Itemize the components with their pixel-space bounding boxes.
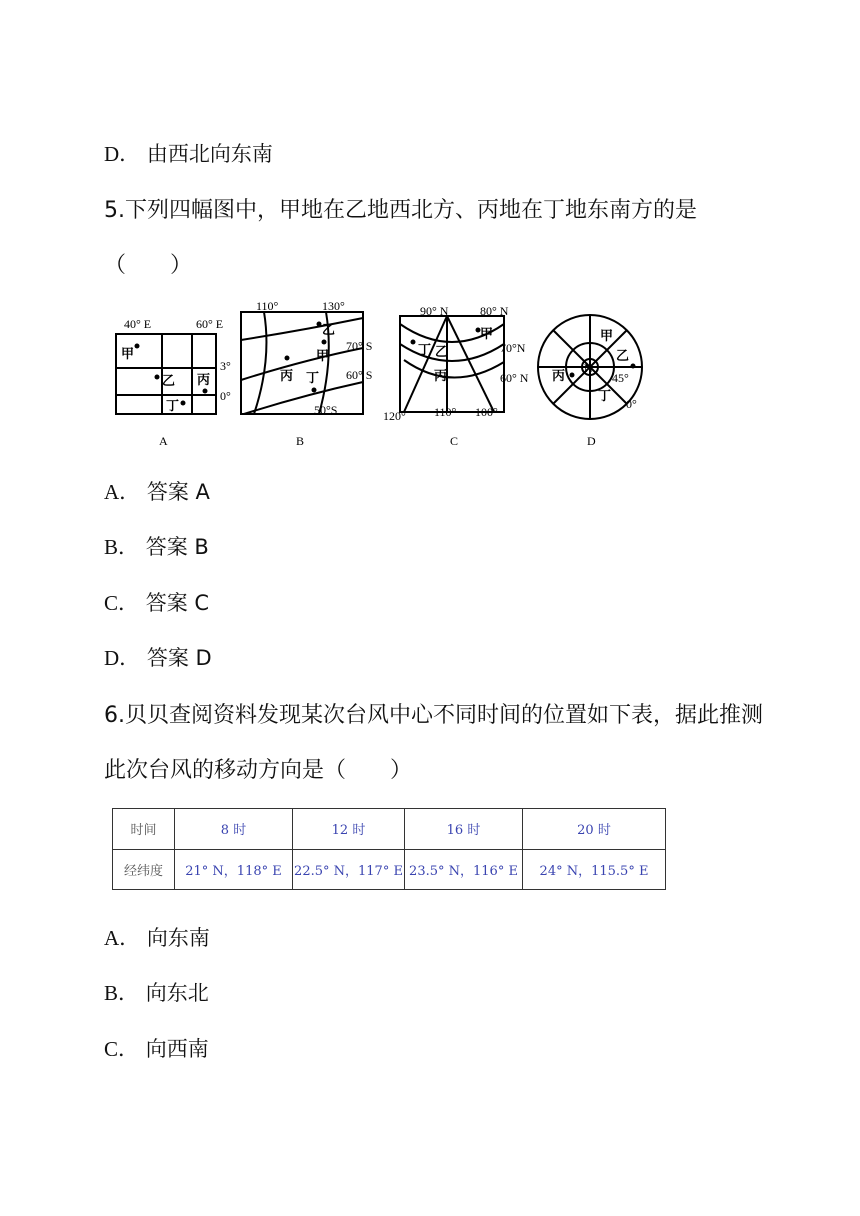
option-label: A． (104, 926, 141, 950)
table-row (113, 809, 666, 850)
map-d-yi: 乙 (616, 348, 630, 363)
map-a-lon2: 60° E (196, 317, 224, 331)
map-d-lat2: 0° (626, 397, 637, 411)
position-cell: 24° N，115.5° E (523, 849, 666, 890)
map-b-lon1: 110° (256, 300, 279, 313)
position-cell: 23.5° N，116° E (405, 849, 523, 890)
option-text: 答案 B (145, 535, 209, 559)
map-b-lon2: 130° (322, 300, 345, 313)
option-label: B． (104, 535, 140, 559)
map-c-lon-b3: 100° (475, 405, 498, 419)
map-a-bing: 丙 (197, 372, 211, 387)
map-c-bing: 丙 (434, 368, 448, 383)
time-cell: 16 时 (405, 809, 523, 850)
q5-option-d[interactable] (104, 642, 212, 672)
option-label: C． (104, 1037, 140, 1061)
time-cell: 12 时 (293, 809, 405, 850)
map-d-jia: 甲 (600, 328, 614, 343)
map-b-lat3: 50°S (314, 403, 338, 417)
map-c-lat1: 70°N (500, 341, 526, 355)
map-a-jia: 甲 (121, 346, 135, 361)
option-label: D． (104, 142, 141, 166)
q6-stem-line2: 此次台风的移动方向是（ ） (104, 758, 413, 783)
map-d-ding: 丁 (598, 388, 612, 403)
option-label: D． (104, 646, 141, 670)
option-text: 由西北向东南 (146, 142, 273, 166)
map-c-ding: 丁 (418, 342, 432, 357)
header-time: 时间 (113, 809, 175, 850)
map-b-yi: 乙 (322, 322, 336, 337)
q5-option-c[interactable] (104, 587, 209, 617)
map-c-jia: 甲 (480, 326, 494, 341)
map-a-lat2: 0° (220, 389, 231, 403)
typhoon-position-table (112, 808, 666, 890)
caption-d: D (587, 434, 596, 448)
option-text: 答案 A (146, 480, 210, 504)
q5-stem-line2: （ ） (104, 253, 193, 278)
time-cell: 20 时 (523, 809, 666, 850)
q6-option-b[interactable] (104, 977, 209, 1007)
map-a-lat1: 3° (220, 359, 231, 373)
map-c-lat2: 60° N (500, 371, 529, 385)
position-cell: 21° N，118° E (175, 849, 293, 890)
map-b-ding: 丁 (306, 370, 320, 385)
q6-option-a[interactable] (104, 922, 210, 952)
q6-stem-line1: 6.贝贝查阅资料发现某次台风中心不同时间的位置如下表，据此推测 (104, 703, 763, 728)
caption-c: C (450, 434, 459, 448)
table-row (113, 849, 666, 890)
map-d-lat1: 45° (612, 371, 629, 385)
caption-b: B (296, 434, 305, 448)
q6-option-c[interactable] (104, 1033, 209, 1063)
map-c-lon-b2: 110° (434, 405, 457, 419)
q5-option-a[interactable] (104, 476, 210, 506)
option-text: 答案 D (146, 646, 212, 670)
option-text: 答案 C (145, 591, 210, 615)
map-b-lat1: 70° S (346, 339, 373, 353)
option-text: 向东北 (145, 981, 209, 1005)
map-b-jia: 甲 (316, 348, 330, 363)
map-a-ding: 丁 (166, 398, 180, 413)
option-label: B． (104, 981, 140, 1005)
map-c-yi: 乙 (435, 344, 449, 359)
option-text: 向东南 (146, 926, 210, 950)
map-c-lon-b1: 120° (383, 409, 406, 423)
map-d-bing: 丙 (552, 368, 566, 383)
caption-a: A (159, 434, 168, 448)
position-cell: 22.5° N，117° E (293, 849, 405, 890)
map-d-pole: N (584, 361, 593, 375)
time-cell: 8 时 (175, 809, 293, 850)
map-a-yi: 乙 (162, 373, 176, 388)
header-position: 经纬度 (113, 849, 175, 890)
map-a-lon1: 40° E (124, 317, 152, 331)
option-label: A． (104, 480, 141, 504)
option-text: 向西南 (145, 1037, 209, 1061)
q5-stem-line1: 5.下列四幅图中，甲地在乙地西北方、丙地在丁地东南方的是 (104, 198, 697, 223)
prev-option-d (104, 138, 273, 168)
map-c-lon-top2: 80° N (480, 304, 509, 318)
map-b-lat2: 60° S (346, 368, 373, 382)
option-label: C． (104, 591, 140, 615)
map-b-bing: 丙 (280, 368, 294, 383)
q5-option-b[interactable] (104, 531, 209, 561)
q5-figure (104, 300, 664, 450)
map-figure-svg (104, 300, 664, 450)
map-c-lon-top1: 90° N (420, 304, 449, 318)
